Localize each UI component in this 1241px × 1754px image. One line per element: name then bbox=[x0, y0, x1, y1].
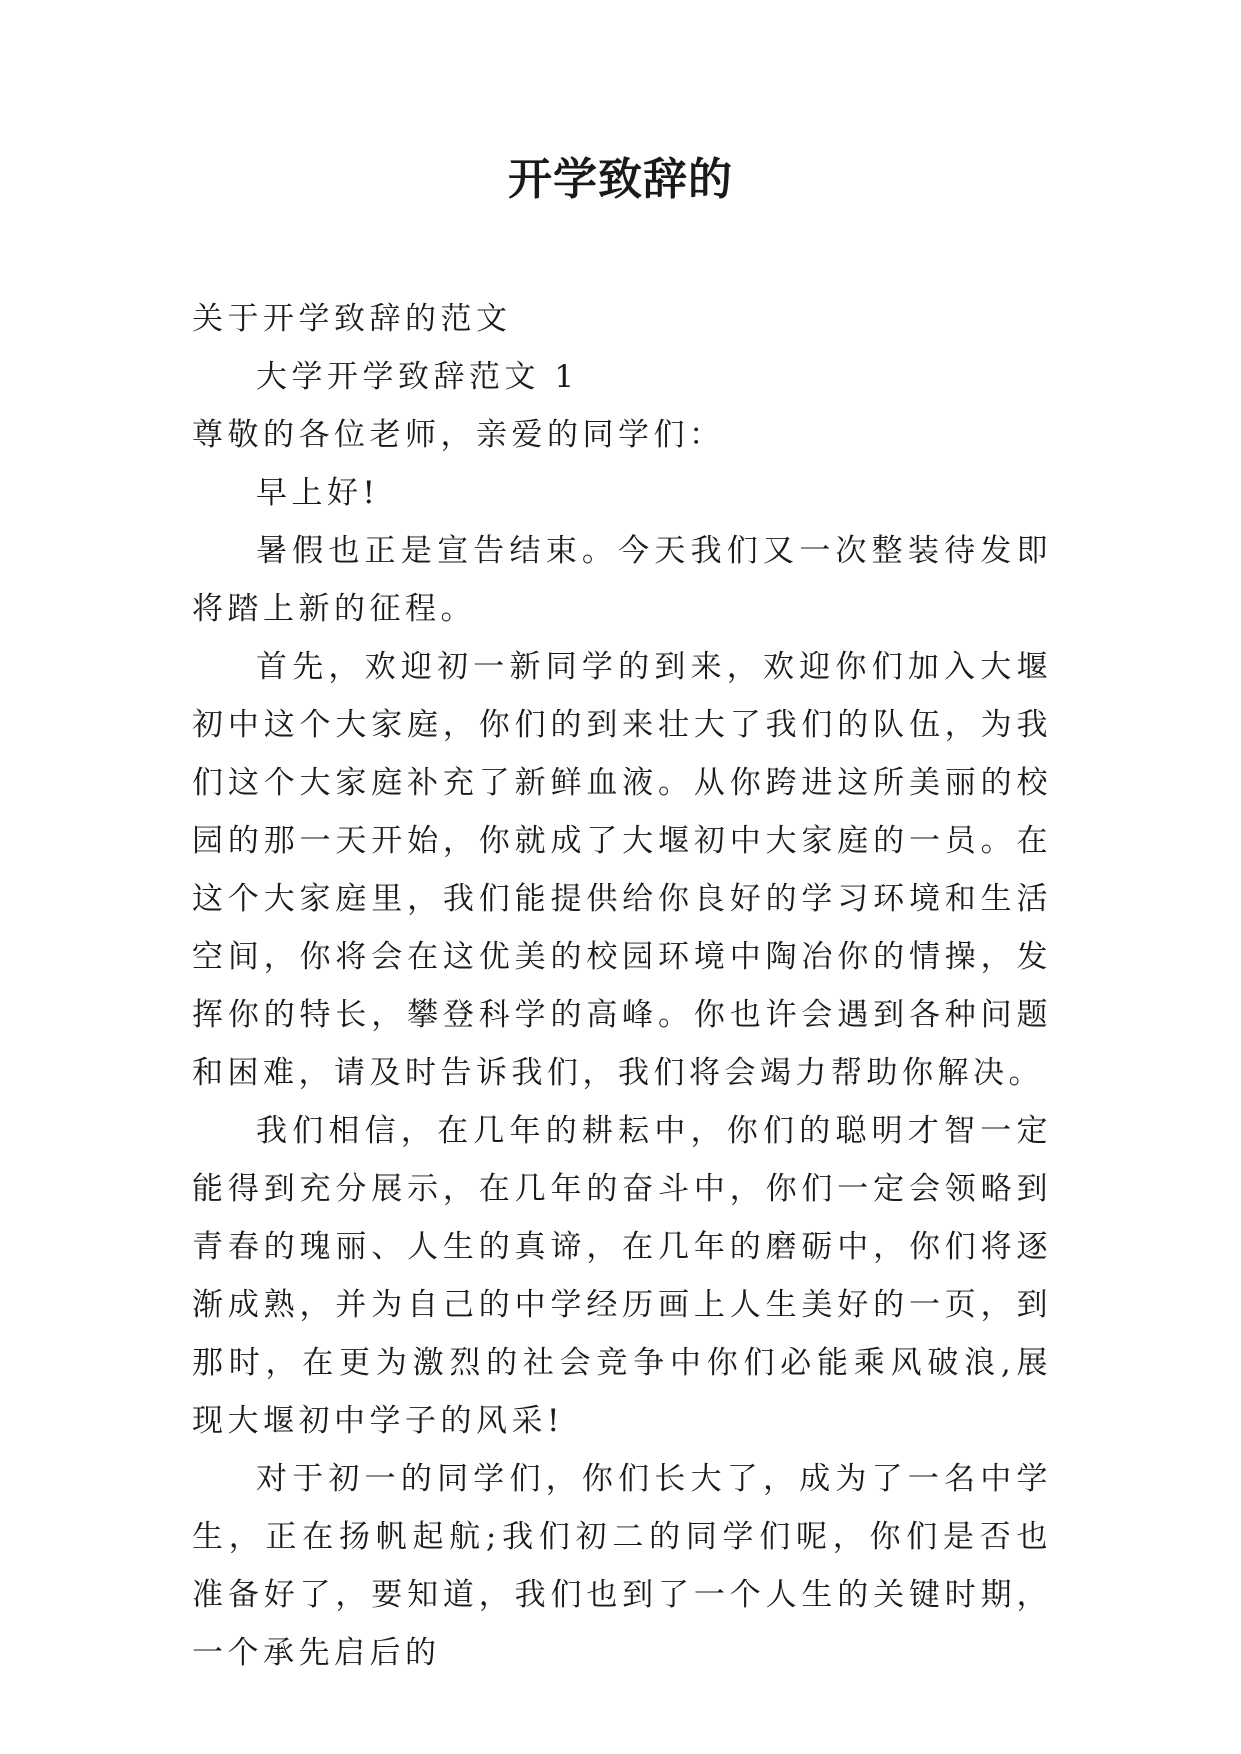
document-body bbox=[192, 290, 1052, 1682]
subtitle-line: 大学开学致辞范文 1 bbox=[256, 359, 579, 395]
salutation-line: 尊敬的各位老师，亲爱的同学们： bbox=[192, 417, 725, 453]
document-title: 开学致辞的 bbox=[508, 154, 733, 205]
paragraph-3: 我们相信，在几年的耕耘中，你们的聪明才智一定能得到充分展示，在几年的奋斗中，你们一定会领略到青春的瑰丽、人生的真谛，在几年的磨砺中，你们将逐渐成熟，并为自己的中学经历画上人生美好的一页，到那时，在更为激烈的社会竞争中你们必能乘风破浪,展现大堰初中学子的风采! bbox=[192, 1113, 1052, 1439]
paragraph-1: 暑假也正是宣告结束。今天我们又一次整装待发即将踏上新的征程。 bbox=[192, 533, 1052, 627]
greeting-line: 早上好! bbox=[256, 475, 380, 511]
paragraph-4: 对于初一的同学们，你们长大了，成为了一名中学生，正在扬帆起航;我们初二的同学们呢，你们是否也准备好了，要知道，我们也到了一个人生的关键时期，一个承先启后的 bbox=[192, 1461, 1052, 1671]
intro-line: 关于开学致辞的范文 bbox=[192, 301, 512, 337]
paragraph-2: 首先，欢迎初一新同学的到来，欢迎你们加入大堰初中这个大家庭，你们的到来壮大了我们的队伍，为我们这个大家庭补充了新鲜血液。从你跨进这所美丽的校园的那一天开始，你就成了大堰初中大家庭的一员。在这个大家庭里，我们能提供给你良好的学习环境和生活空间，你将会在这优美的校园环境中陶冶你的情操，发挥你的特长，攀登科学的高峰。你也许会遇到各种问题和困难，请及时告诉我们，我们将会竭力帮助你解决。 bbox=[192, 649, 1052, 1091]
